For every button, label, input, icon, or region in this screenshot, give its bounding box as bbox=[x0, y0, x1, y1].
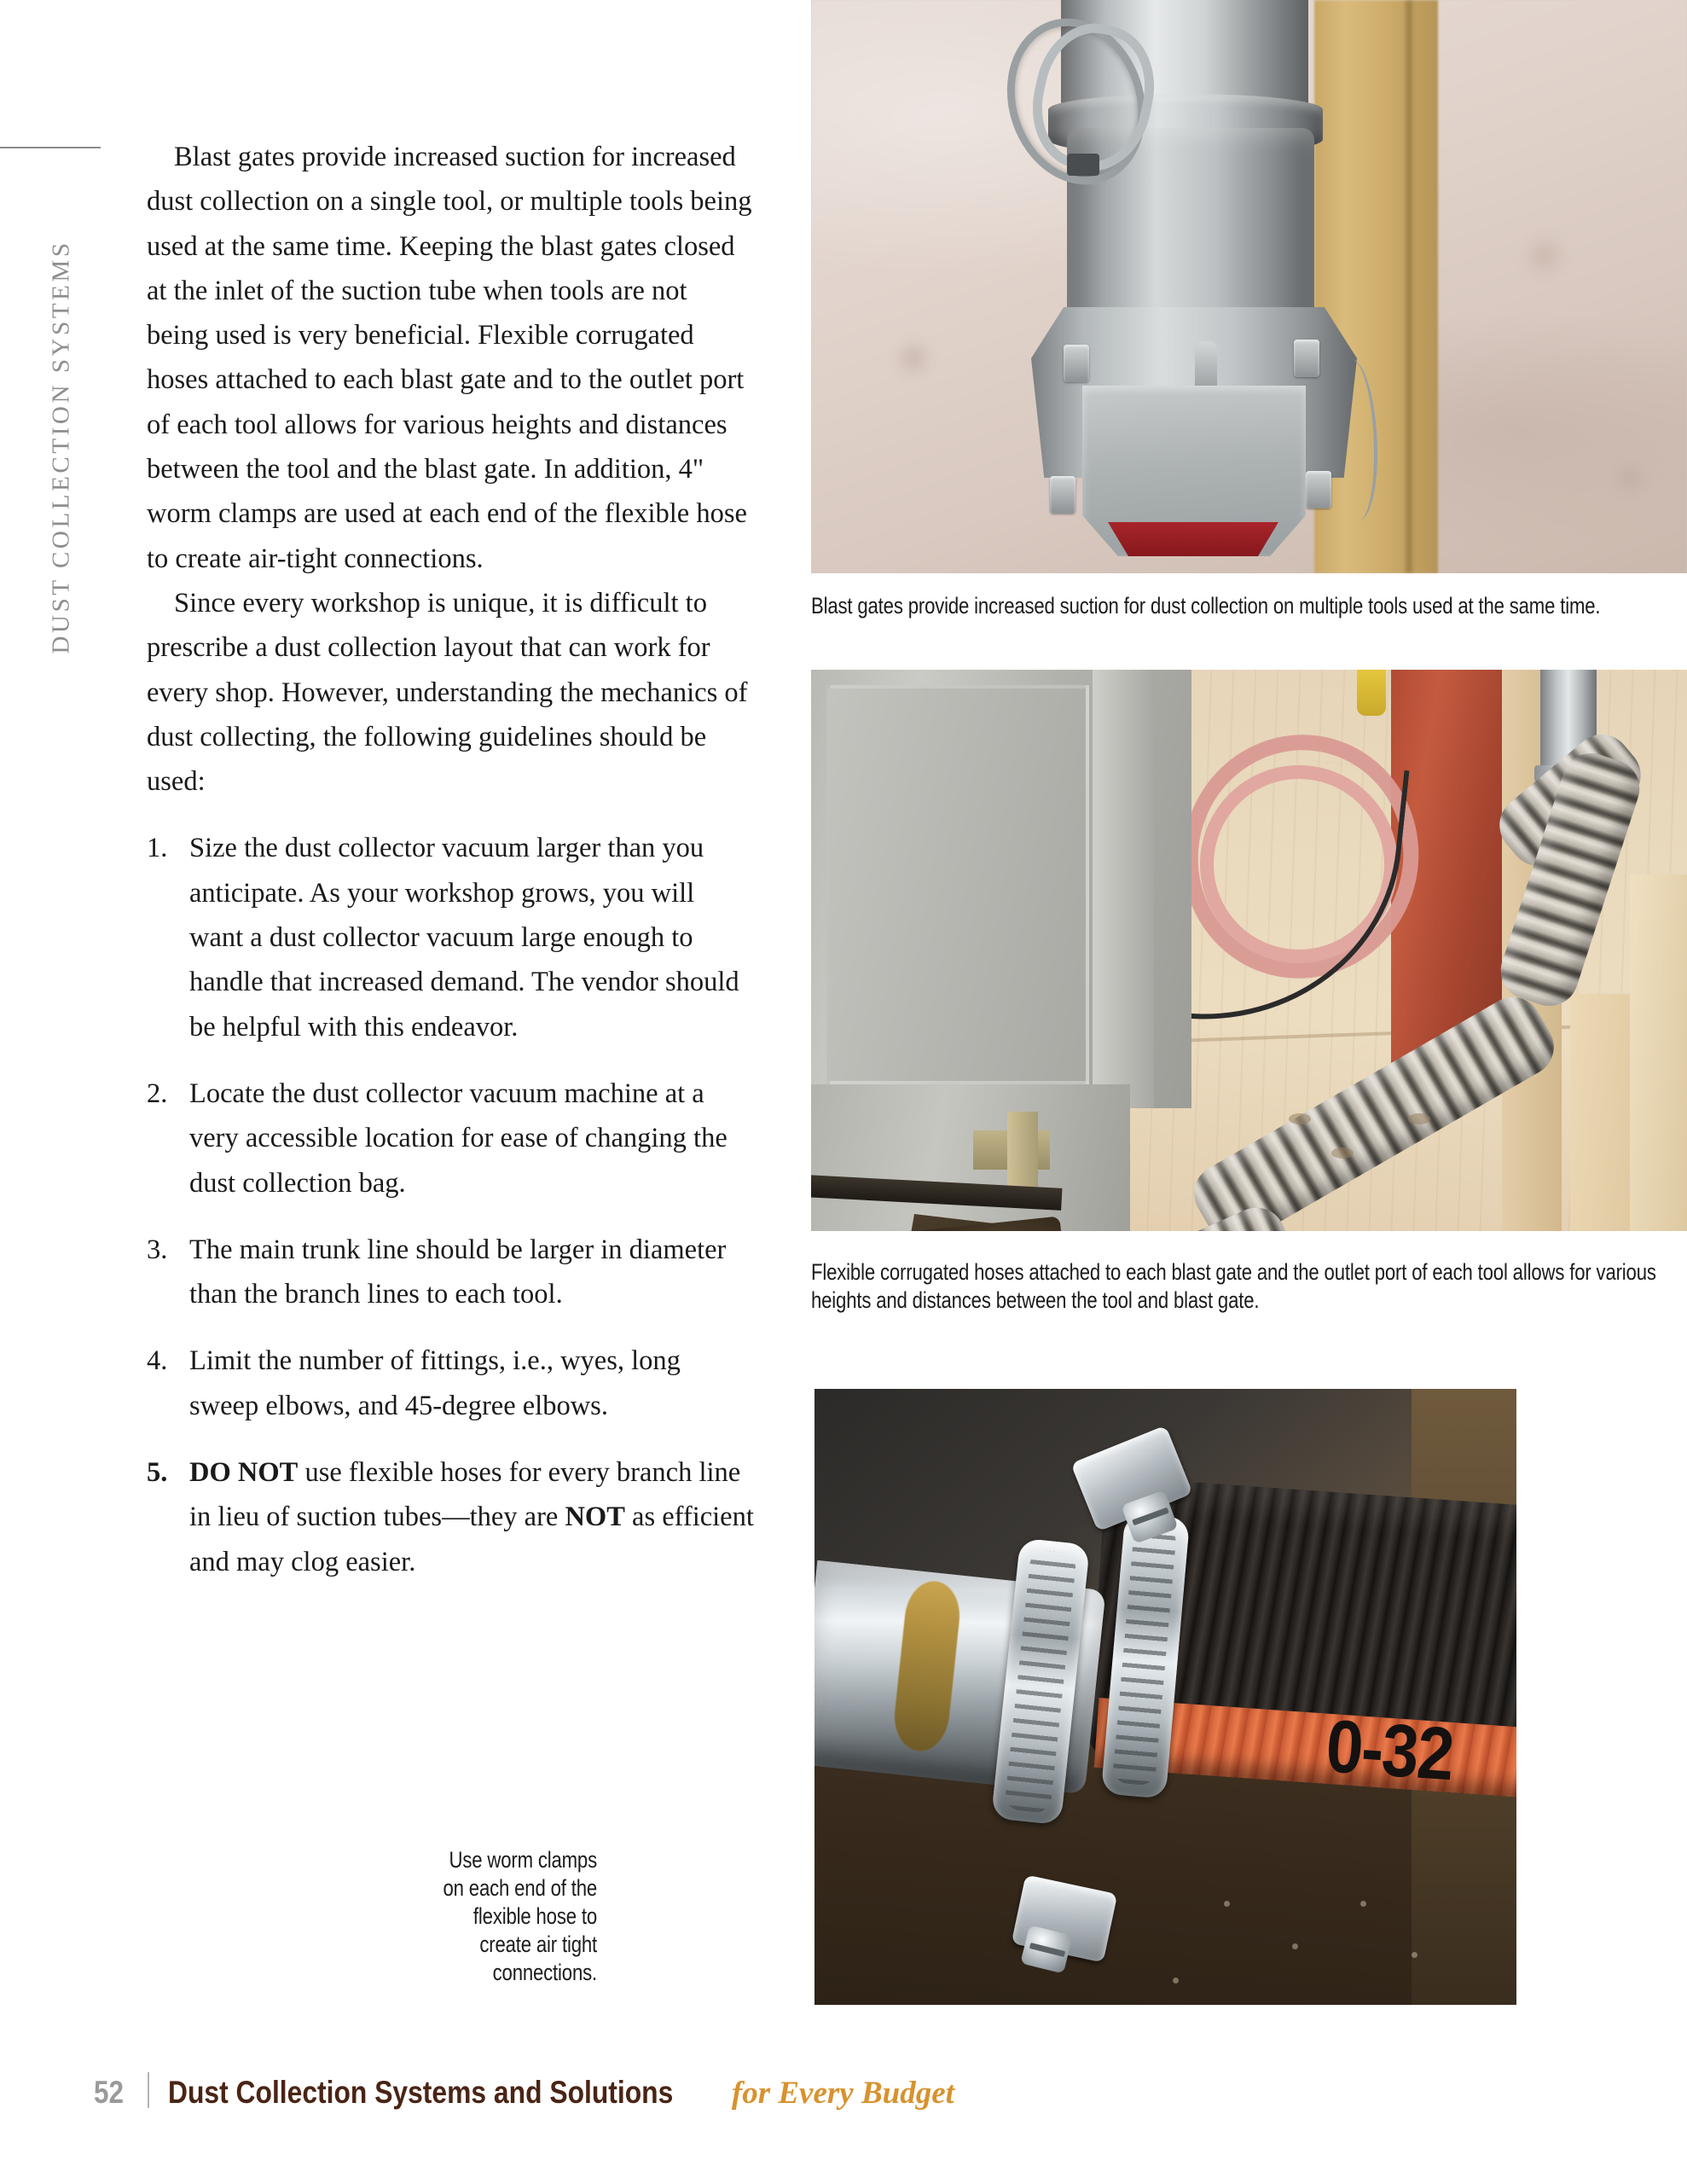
cabinet-stile bbox=[1093, 670, 1154, 1108]
footer-page-number: 52 bbox=[94, 2075, 124, 2110]
list-item-text: use flexible hoses for every branch line in lieu of suction tubes—they are bbox=[189, 1457, 741, 1533]
dust-speck bbox=[1360, 1901, 1366, 1907]
hose-label-text: 0-32 bbox=[1323, 1703, 1456, 1797]
cabinet-base bbox=[811, 1084, 1130, 1231]
body-paragraph-2: Since every workshop is unique, it is difficult to prescribe a dust collection layout that can work for every shop. However, understanding the mechanics of dust collecting, the following guidelines should be used: bbox=[147, 587, 748, 798]
list-item-number: 2. bbox=[147, 1077, 168, 1109]
dust-speck bbox=[1292, 1943, 1298, 1949]
wood-post-edge bbox=[1406, 0, 1412, 573]
bolt bbox=[1064, 345, 1089, 382]
footer-divider bbox=[148, 2072, 149, 2108]
list-item-text: Locate the dust collector vacuum machine at a very accessible location for ease of changing the dust collection bag. bbox=[189, 1077, 728, 1199]
list-item-text-tail: as efficient and may clog easier. bbox=[189, 1502, 754, 1577]
dust-speck bbox=[1412, 1952, 1417, 1958]
quick-clamp-pin bbox=[1067, 154, 1099, 176]
footer-book-title: Dust Collection Systems and Solutions bbox=[168, 2075, 674, 2110]
cabinet-hinge bbox=[1007, 1112, 1038, 1188]
figure-caption-1: Blast gates provide increased suction for dust collection on multiple tools used at the same time. bbox=[811, 593, 1601, 619]
list-item-bold-emphasis: NOT bbox=[565, 1502, 625, 1533]
body-text-column bbox=[147, 135, 754, 1584]
list-item-number: 4. bbox=[147, 1345, 168, 1377]
page-footer bbox=[94, 2075, 954, 2111]
floor-screw bbox=[1408, 1113, 1430, 1124]
vertical-running-head: DUST COLLECTION SYSTEMS bbox=[47, 240, 75, 654]
list-item bbox=[147, 826, 754, 1048]
bolt bbox=[1306, 471, 1331, 508]
guidelines-list bbox=[147, 826, 754, 1583]
list-item-text: Size the dust collector vacuum larger than you anticipate. As your workshop grows, you will want a dust collector vacuum large enough to handle that increased demand. The vendor should be helpful with this endeavor. bbox=[189, 833, 739, 1043]
list-item-number: 5. bbox=[147, 1457, 168, 1489]
blast-gate-photo bbox=[811, 0, 1687, 573]
list-item-number: 3. bbox=[147, 1234, 168, 1265]
cabinet-panel bbox=[826, 685, 1089, 1084]
list-item bbox=[147, 1228, 754, 1317]
list-item-number: 1. bbox=[147, 833, 168, 864]
list-item bbox=[147, 1072, 754, 1205]
worm-clamp-photo bbox=[815, 1389, 1516, 2005]
yellow-cord bbox=[1357, 670, 1386, 716]
wood-panel bbox=[1630, 874, 1687, 1231]
flexible-hose-photo bbox=[811, 670, 1687, 1231]
dust-speck bbox=[1224, 1901, 1230, 1907]
list-item-text: The main trunk line should be larger in diameter than the branch lines to each tool. bbox=[189, 1234, 727, 1310]
bolt bbox=[1294, 340, 1319, 377]
list-item-bold-lead: DO NOT bbox=[189, 1457, 299, 1489]
figure-caption-2: Flexible corrugated hoses attached to each blast gate and the outlet port of each tool allows for various heights and distances between the tool and blast gate. bbox=[811, 1259, 1656, 1313]
footer-book-subtitle: for Every Budget bbox=[731, 2076, 954, 2111]
floor-screw bbox=[1331, 1147, 1354, 1159]
body-paragraph-1: Blast gates provide increased suction for increased dust collection on a single tool, or multiple tools being used at the same time. Keeping the blast gates closed at the inlet of the suction tube when tools are not being used is very beneficial. Flexible corrugated hoses attached to each blast gate and to the outlet port of each tool allows for various heights and distances between the tool and the blast gate. In addition, 4" worm clamps are used at each end of the flexible hose to create air-tight connections. bbox=[147, 142, 752, 574]
gate-red-marker bbox=[1108, 522, 1278, 556]
figure-caption-3: Use worm clamps on each end of the flexible hose to create air tight connections. bbox=[443, 1847, 597, 1985]
list-item-text: Limit the number of fittings, i.e., wyes, long sweep elbows, and 45-degree elbows. bbox=[189, 1345, 681, 1421]
dust-speck bbox=[1173, 1978, 1179, 1984]
floor-screw bbox=[1289, 1113, 1311, 1124]
list-item-warning bbox=[147, 1450, 754, 1584]
list-item bbox=[147, 1339, 754, 1428]
bolt bbox=[1050, 476, 1075, 514]
